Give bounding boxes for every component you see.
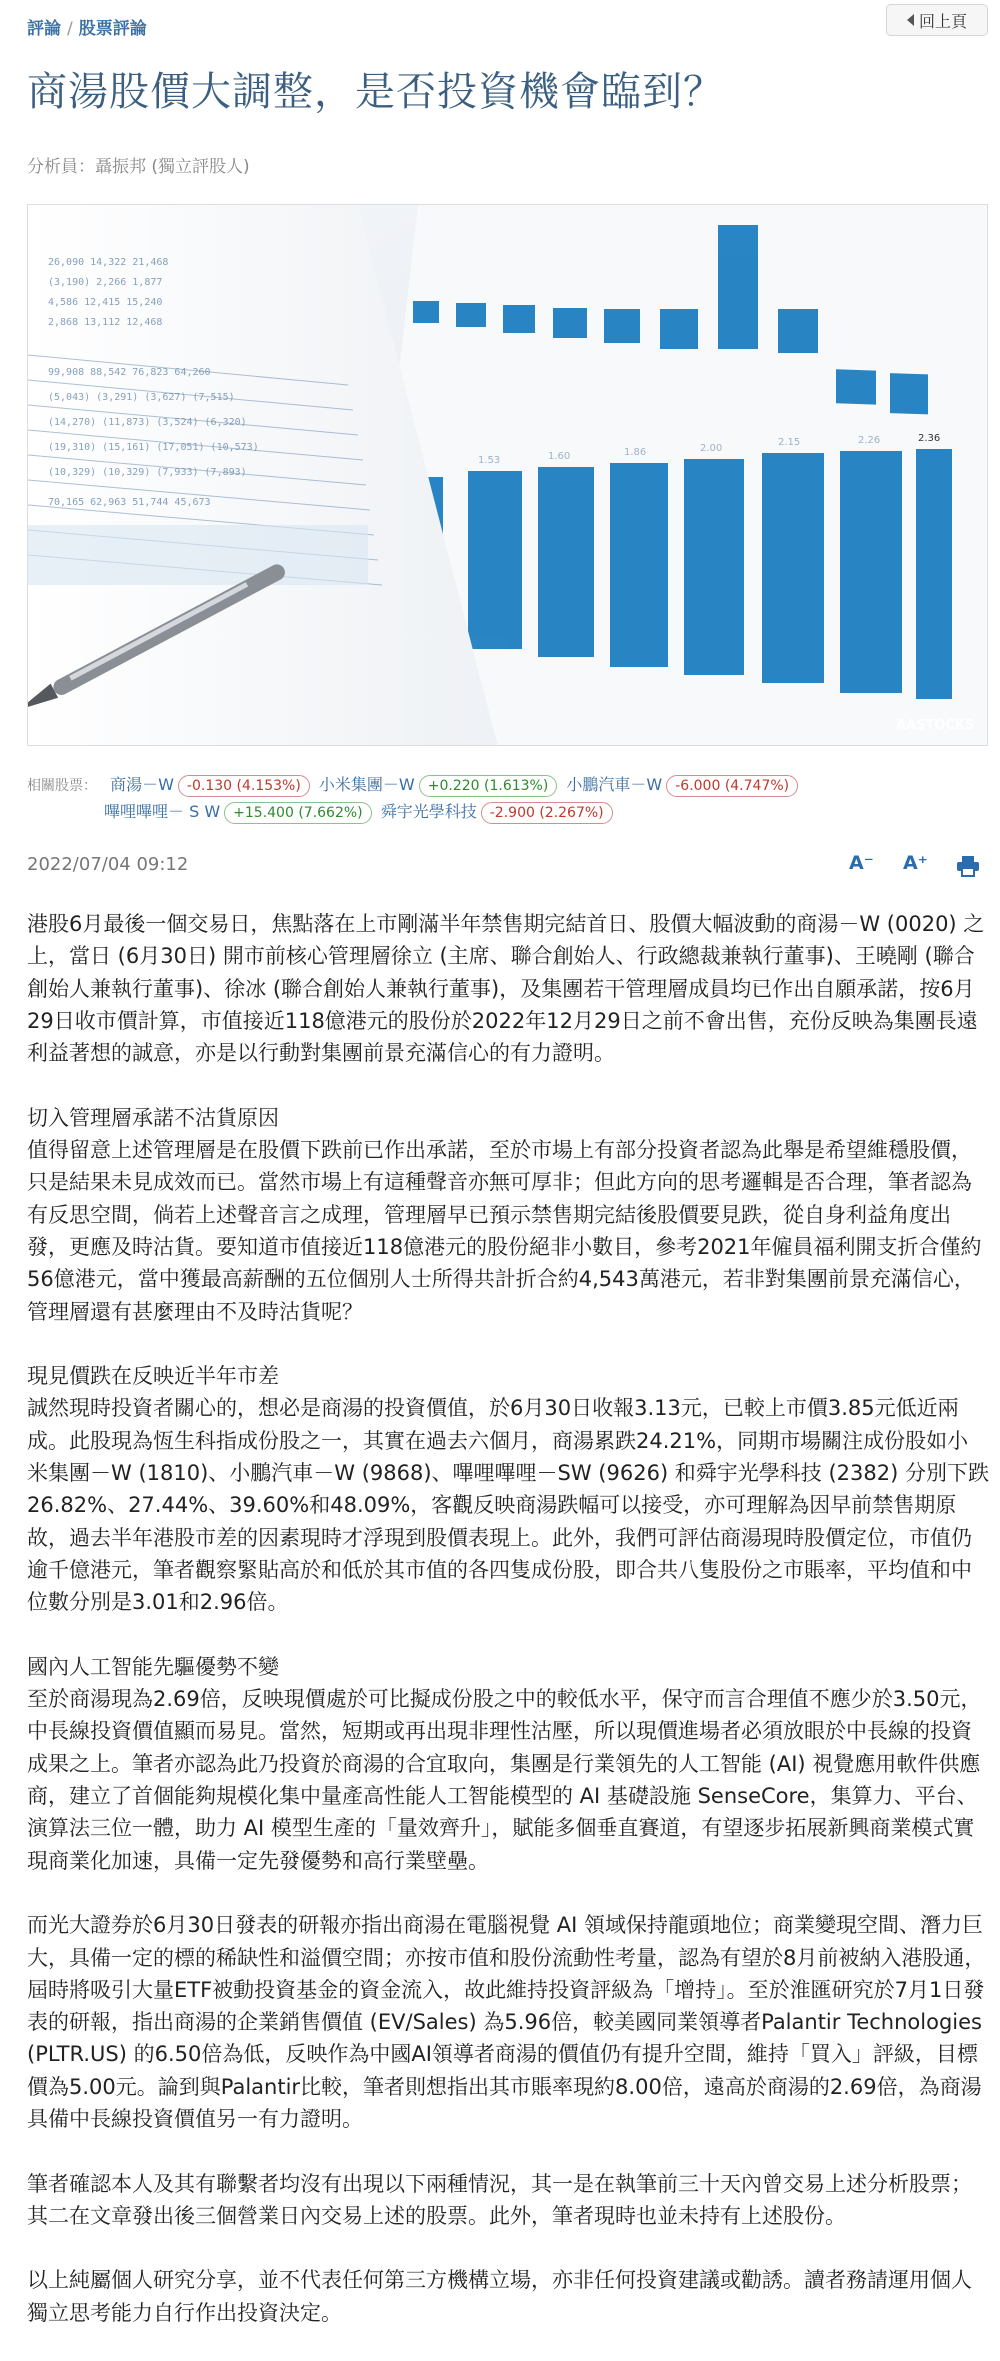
article-body xyxy=(27,908,989,2361)
article-meta-bar xyxy=(27,852,988,882)
back-button[interactable] xyxy=(886,4,988,36)
article-paragraph xyxy=(27,1102,989,1328)
paragraph-text: 誠然現時投資者關心的，想必是商湯的投資價值，於6月30日收報3.13元，已較上市價3.85元低近兩成。此股現為恆生科指成份股之一，其實在過去六個月，商湯累跌24.21%，同期市場關注成份股如小米集團－W (1810)、小鵬汽車－W (9868)、嗶哩嗶哩－SW (9626) 和舜宇光學科技 (2382) 分別下跌26.82%、27.44%、39.60%和48.09%，客觀反映商湯跌幅可以接受，亦可理解為因早前禁售期原故，過去半年港股市差的因素現時才浮現到股價表現上。此外，我們可評估商湯現時股價定位，市值仍逾千億港元，筆者觀察緊貼高於和低於其市值的各四隻成份股，即合共八隻股份之市賬率，平均值和中位數分別是3.01和2.96倍。 xyxy=(27,1396,989,1615)
svg-text:2.15: 2.15 xyxy=(778,437,801,448)
related-stock-link[interactable]: 舜宇光學科技 xyxy=(380,802,477,821)
related-stock-link[interactable]: 小鵬汽車－W xyxy=(566,775,663,794)
related-stock-link[interactable]: 商湯－W xyxy=(110,775,174,794)
breadcrumb-subsection[interactable]: 股票評論 xyxy=(78,19,147,39)
stock-change-badge: -6.000 (4.747%) xyxy=(666,775,798,797)
decrease-font-button[interactable]: A⁻ xyxy=(849,852,874,874)
svg-text:(5,043) (3,291) (3,627) (7,515: (5,043) (3,291) (3,627) (7,515) xyxy=(48,392,235,403)
article-paragraph xyxy=(27,1360,989,1618)
printer-icon xyxy=(956,855,980,877)
analyst-byline: 分析員：聶振邦 (獨立評股人) xyxy=(27,157,250,177)
svg-text:70,165 62,963 51,744 45,673: 70,165 62,963 51,744 45,673 xyxy=(48,497,211,508)
svg-text:2.26: 2.26 xyxy=(858,435,881,446)
paragraph-text: 至於商湯現為2.69倍，反映現價處於可比擬成份股之中的較低水平，保守而言合理值不應少於3.50元，中長線投資價值顯而易見。當然，短期或再出現非理性沽壓，所以現價進場者必須放眼於中長線的投資成果之上。筆者亦認為此乃投資於商湯的合宜取向，集團是行業領先的人工智能 (AI) 視覺應用軟件供應商，建立了首個能夠規模化集中量產高性能人工智能模型的 AI 基礎設施 SenseCore，集算力、平台、演算法三位一體，助力 AI 模型生產的「量效齊升」，賦能多個垂直賽道，有望逐步拓展新興商業模式實現商業化加速，具備一定先發優勢和高行業壁壘。 xyxy=(27,1687,982,1873)
svg-text:26,090 14,322 21,468: 26,090 14,322 21,468 xyxy=(48,257,169,268)
back-arrow-icon xyxy=(907,14,914,26)
section-heading: 切入管理層承諾不沽貨原因 xyxy=(27,1105,279,1130)
svg-text:(14,270) (11,873) (3,524) (6,3: (14,270) (11,873) (3,524) (6,320) xyxy=(48,417,247,428)
image-watermark: AASTOCKS xyxy=(896,718,975,733)
svg-text:1.60: 1.60 xyxy=(548,451,571,462)
article-paragraph xyxy=(27,1909,989,2135)
breadcrumb-section[interactable]: 評論 xyxy=(27,19,61,39)
svg-text:1.53: 1.53 xyxy=(478,455,501,466)
svg-text:(19,310) (15,161) (17,051) (10: (19,310) (15,161) (17,051) (10,573) xyxy=(48,442,259,453)
paragraph-text: 港股6月最後一個交易日，焦點落在上市剛滿半年禁售期完結首日、股價大幅波動的商湯－W (0020) 之上，當日 (6月30日) 開市前核心管理層徐立 (主席、聯合創始人、行政總裁兼執行董事)、王曉剛 (聯合創始人兼執行董事)、徐冰 (聯合創始人兼執行董事)，及集團若干管理層成員均已作出自願承諾，按6月29日收市價計算，市值接近118億港元的股份於2022年12月29日之前不會出售，充份反映為集團長遠利益著想的誠意，亦是以行動對集團前景充滿信心的有力證明。 xyxy=(27,912,985,1066)
svg-text:4,586 12,415 15,240: 4,586 12,415 15,240 xyxy=(48,297,163,308)
stock-change-badge: -2.900 (2.267%) xyxy=(481,802,613,824)
disclaimer-paragraph xyxy=(27,2264,989,2329)
publish-date: 2022/07/04 09:12 xyxy=(27,854,189,875)
svg-text:2.36: 2.36 xyxy=(918,433,941,444)
related-stock-link[interactable]: 嗶哩嗶哩－ S W xyxy=(104,802,221,821)
related-stocks-label: 相關股票： xyxy=(27,778,97,794)
paragraph-text: 值得留意上述管理層是在股價下跌前已作出承諾，至於市場上有部分投資者認為此舉是希望維穩股價，只是結果未見成效而已。當然市場上有這種聲音亦無可厚非；但此方向的思考邏輯是否合理，筆者認為有反思空間，倘若上述聲音言之成理，管理層早已預示禁售期完結後股價要見跌，從自身利益角度出發，更應及時沽貨。要知道市值接近118億港元的股份絕非小數目，參考2021年僱員福利開支折合僅約56億港元，當中獲最高薪酬的五位個別人士所得共計折合約4,543萬港元，若非對集團前景充滿信心，管理層還有甚麼理由不及時沽貨呢？ xyxy=(27,1138,982,1324)
stock-change-badge: -0.130 (4.153%) xyxy=(178,775,310,797)
back-button-label: 回上頁 xyxy=(918,11,967,31)
article-paragraph xyxy=(27,1651,989,1877)
svg-text:2,868 13,112 12,468: 2,868 13,112 12,468 xyxy=(48,317,163,328)
svg-text:2.00: 2.00 xyxy=(700,443,723,454)
svg-text:(10,329) (10,329) (7,933) (7,8: (10,329) (10,329) (7,933) (7,893) xyxy=(48,467,247,478)
related-stocks xyxy=(27,772,977,825)
section-heading: 現見價跌在反映近半年市差 xyxy=(27,1364,279,1389)
related-stocks-row-1 xyxy=(27,772,977,799)
financial-report-photo xyxy=(28,205,988,746)
stock-change-badge: +15.400 (7.662%) xyxy=(224,802,371,824)
breadcrumb xyxy=(27,14,147,39)
top-bar xyxy=(0,0,1000,52)
paragraph-text: 筆者確認本人及其有聯繫者均沒有出現以下兩種情況，其一是在執筆前三十天內曾交易上述分析股票；其二在文章發出後三個營業日內交易上述的股票。此外，筆者現時也並未持有上述股份。 xyxy=(27,2171,972,2228)
svg-text:(3,190) 2,266 1,877: (3,190) 2,266 1,877 xyxy=(48,277,163,288)
breadcrumb-separator: / xyxy=(67,19,73,39)
svg-text:1.86: 1.86 xyxy=(624,447,647,458)
disclosure-paragraph xyxy=(27,2168,989,2233)
related-stock-link[interactable]: 小米集團－W xyxy=(318,775,415,794)
paragraph-text: 而光大證券於6月30日發表的研報亦指出商湯在電腦視覺 AI 領域保持龍頭地位；商業變現空間、潛力巨大，具備一定的標的稀缺性和溢價空間；亦按市值和股份流動性考量，認為有望於8月前被納入港股通，屆時將吸引大量ETF被動投資基金的資金流入，故此維持投資評級為「增持」。至於淮匯研究於7月1日發表的研報，指出商湯的企業銷售價值 (EV/Sales) 為5.96倍，較美國同業領導者Palantir Technologies (PLTR.US) 的6.50倍為低，反映作為中國AI領導者商湯的價值仍有提升空間，維持「買入」評級，目標價為5.00元。論到與Palantir比較，筆者則想指出其市賬率現約8.00倍，遠高於商湯的2.69倍，為商湯具備中長線投資價值另一有力證明。 xyxy=(27,1913,986,2131)
article-image xyxy=(27,204,988,746)
print-button[interactable] xyxy=(956,855,980,879)
article-title: 商湯股價大調整，是否投資機會臨到？ xyxy=(27,69,724,115)
increase-font-button[interactable]: A⁺ xyxy=(903,852,928,874)
stock-change-badge: +0.220 (1.613%) xyxy=(419,775,558,797)
paragraph-text: 以上純屬個人研究分享，並不代表任何第三方機構立場，亦非任何投資建議或勸誘。讀者務請運用個人獨立思考能力自行作出投資決定。 xyxy=(27,2268,972,2325)
section-heading: 國內人工智能先驅優勢不變 xyxy=(27,1654,279,1679)
article-paragraph xyxy=(27,908,989,1069)
svg-text:99,908 88,542 76,823 64,260: 99,908 88,542 76,823 64,260 xyxy=(48,367,211,378)
related-stocks-row-2 xyxy=(27,799,977,825)
